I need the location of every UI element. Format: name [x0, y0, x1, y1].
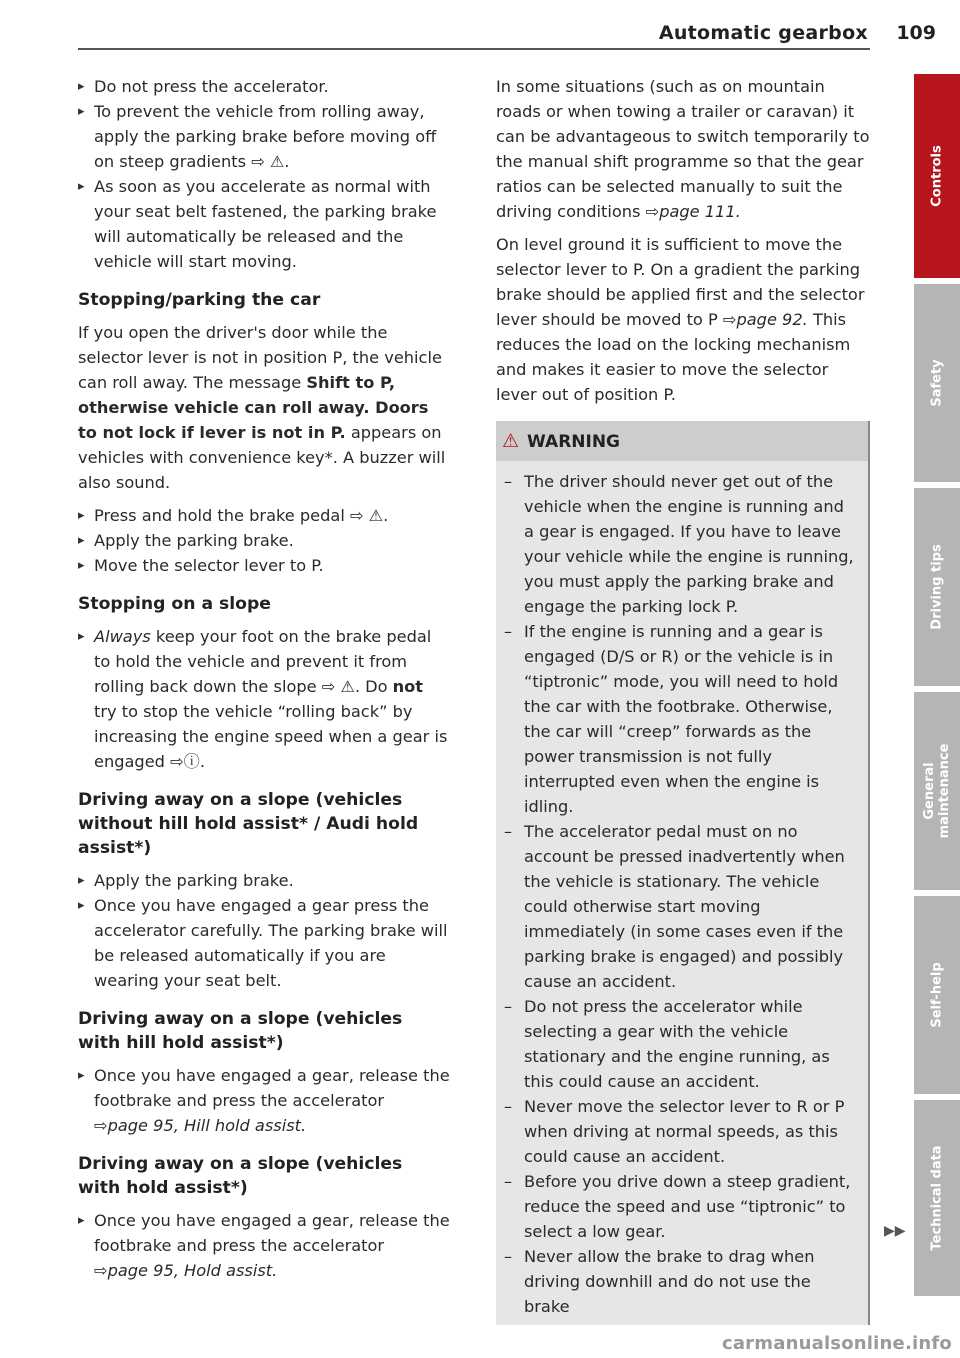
warning-item: – The accelerator pedal must on no account be pressed inadvertently when the vehicle is stationary. The vehicle could otherwise start moving immediately (in some cases even if the parking brake is engaged) and possibly cause an accident.	[504, 819, 858, 994]
list-item: ▸ Once you have engaged a gear press the accelerator carefully. The parking brake will be released automatically if you are wearing your seat belt.	[78, 893, 450, 993]
tab-driving-tips[interactable]: Driving tips	[914, 488, 960, 686]
list-item: ▸ Press and hold the brake pedal ⇨ ⚠.	[78, 503, 450, 528]
warning-triangle-icon: ⚠	[502, 430, 520, 452]
chapter-title: Automatic gearbox	[658, 22, 868, 44]
continued-arrow-icon: ▶▶	[884, 1223, 906, 1239]
section-title-parking: Stopping/parking the car	[78, 290, 321, 310]
list-item: ▸ Do not press the accelerator.	[78, 74, 450, 99]
parking-bullets	[78, 503, 450, 578]
intro-bullets	[78, 74, 450, 274]
footer-watermark: carmanualsonline.info	[721, 1333, 952, 1354]
slope-bullet: ▸ Always keep your foot on the brake pedal to hold the vehicle and prevent it from rolling back down the slope ⇨ ⚠. Do not try to stop the vehicle “rolling back” by increasing the engine speed when a gear is engaged ⇨ⓘ.	[78, 624, 450, 774]
warning-item: – Never move the selector lever to R or P when driving at normal speeds, as this could cause an accident.	[504, 1094, 858, 1169]
tab-safety[interactable]: Safety	[914, 284, 960, 482]
arrow-icon[interactable]: ⇨	[251, 152, 265, 171]
manual-shift-paragraph: In some situations (such as on mountain roads or when towing a trailer or caravan) it can be advantageous to switch temporarily to the manual shift programme so that the gear ratios can be selected manually to suit the driving conditions ⇨page 111.	[496, 77, 870, 221]
arrow-icon[interactable]: ⇨	[170, 752, 184, 771]
section-title-hold: Driving away on a slope (vehicles with hold assist*)	[78, 1154, 403, 1198]
right-column	[496, 74, 870, 1325]
page-link[interactable]: page 92.	[736, 310, 808, 329]
tab-technical-data[interactable]: Technical data	[914, 1100, 960, 1296]
list-item: ▸ Move the selector lever to P.	[78, 553, 450, 578]
display-message: Shift to P, otherwise vehicle can roll away. Doors to not lock if lever is not in P.	[78, 373, 429, 442]
warning-header: ⚠ WARNING	[496, 421, 868, 461]
section-title-slope: Stopping on a slope	[78, 594, 271, 614]
left-column	[78, 74, 450, 1283]
warning-triangle-icon[interactable]: ⚠	[368, 506, 384, 525]
arrow-icon[interactable]: ⇨	[321, 677, 336, 696]
no-hold-bullets	[78, 868, 450, 993]
arrow-icon[interactable]: ⇨	[645, 202, 660, 221]
warning-box	[496, 421, 870, 1325]
warning-triangle-icon[interactable]: ⚠	[269, 152, 285, 171]
page-link[interactable]: page 111.	[659, 202, 741, 221]
header-rule	[78, 48, 870, 50]
list-item: ▸ Once you have engaged a gear, release the footbrake and press the accelerator ⇨page 95, Hold assist.	[78, 1208, 450, 1283]
list-item: ▸ Apply the parking brake.	[78, 868, 450, 893]
section-title-no-hold: Driving away on a slope (vehicles without hill hold assist* / Audi hold assist*)	[78, 790, 419, 858]
page-link[interactable]: page 95, Hill hold assist.	[107, 1116, 307, 1135]
arrow-icon[interactable]: ⇨	[94, 1116, 108, 1135]
parking-paragraph: If you open the driver's door while the selector lever is not in position P, the vehicle can roll away. The message Shift to P, otherwise vehicle can roll away. Doors to not lock if lever is not in P. appears on vehicles with convenience key*. A buzzer will also sound.	[78, 323, 446, 492]
arrow-icon[interactable]: ⇨	[722, 310, 737, 329]
arrow-icon[interactable]: ⇨	[94, 1261, 108, 1280]
level-ground-paragraph: On level ground it is sufficient to move the selector lever to P. On a gradient the parking brake should be applied first and the selector lever should be moved to P ⇨page 92. This reduces the load on the locking mechanism and makes it easier to move the selector lever out of position P.	[496, 235, 865, 404]
list-item: ▸ Once you have engaged a gear, release the footbrake and press the accelerator ⇨page 95, Hill hold assist.	[78, 1063, 450, 1138]
tab-self-help[interactable]: Self-help	[914, 896, 960, 1094]
page-number: 109	[896, 22, 936, 44]
warning-item: – Do not press the accelerator while selecting a gear with the vehicle stationary and the engine running, as this could cause an accident.	[504, 994, 858, 1094]
tab-general-maintenance[interactable]: General maintenance	[914, 692, 960, 890]
warning-item: – Before you drive down a steep gradient, reduce the speed and use “tiptronic” to select a low gear.	[504, 1169, 858, 1244]
warning-triangle-icon[interactable]: ⚠	[340, 677, 355, 696]
section-title-hill-hold: Driving away on a slope (vehicles with hill hold assist*)	[78, 1009, 403, 1053]
page-link[interactable]: page 95, Hold assist.	[107, 1261, 278, 1280]
tab-controls[interactable]: Controls	[914, 74, 960, 278]
warning-item: – Never allow the brake to drag when driving downhill and do not use the brake	[504, 1244, 858, 1319]
warning-list	[496, 461, 868, 1323]
caution-circle-icon[interactable]: ⓘ	[183, 752, 200, 771]
list-item: ▸ As soon as you accelerate as normal with your seat belt fastened, the parking brake will automatically be released and the vehicle will start moving.	[78, 174, 450, 274]
list-item: ▸ Apply the parking brake.	[78, 528, 450, 553]
arrow-icon[interactable]: ⇨	[349, 506, 364, 525]
list-item: ▸ To prevent the vehicle from rolling away, apply the parking brake before moving off on steep gradients ⇨ ⚠.	[78, 99, 450, 174]
warning-item: – The driver should never get out of the vehicle when the engine is running and a gear is engaged. If you have to leave your vehicle while the engine is running, you must apply the parking brake and engage the parking lock P.	[504, 469, 858, 619]
warning-item: – If the engine is running and a gear is engaged (D/S or R) or the vehicle is in “tiptronic” mode, you will need to hold the car with the footbrake. Otherwise, the car will “creep” forwards as the power transmission is not fully interrupted even when the engine is idling.	[504, 619, 858, 819]
